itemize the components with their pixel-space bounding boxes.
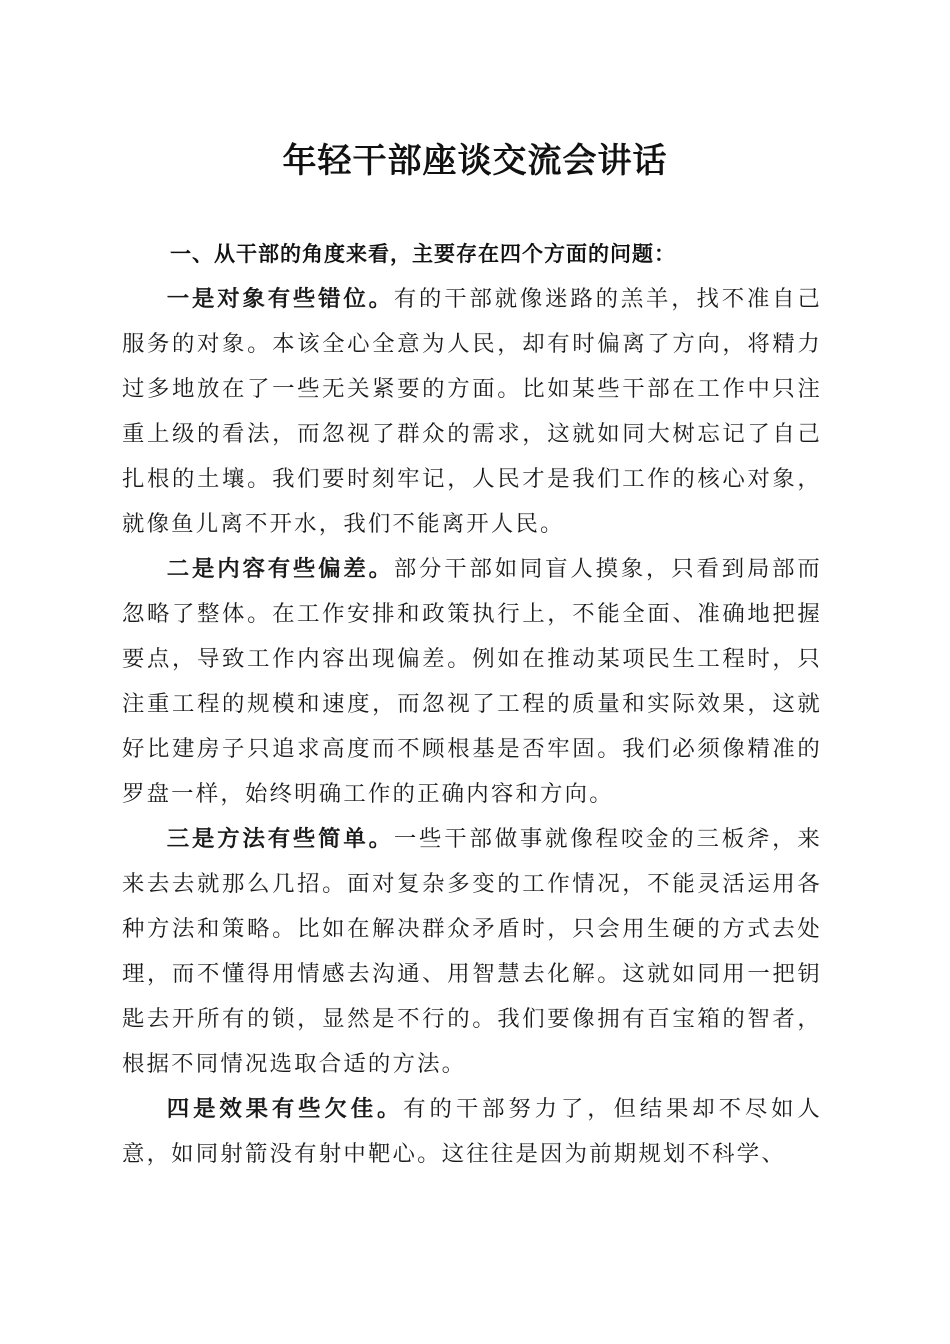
- section-heading: 一、从干部的角度来看，主要存在四个方面的问题：: [170, 242, 676, 266]
- document-title: 年轻干部座谈交流会讲话: [282, 141, 668, 181]
- paragraph-text: 一些干部做事就像程咬金的三板斧，来来去去就那么几招。面对复杂多变的工作情况，不能灵活运用各种方法和策略。比如在解决群众矛盾时，只会用生硬的方式去处理，而不懂得用情感去沟通、用智慧去化解。这就如同用一把钥匙去开所有的锁，显然是不行的。我们要像拥有百宝箱的智者，根据不同情况选取合适的方法。: [122, 826, 822, 1077]
- paragraph-text: 有的干部努力了，但结果却不尽如人意，如同射箭没有射中靶心。这往往是因为前期规划不科学、: [122, 1096, 822, 1167]
- paragraph-lead: 二是内容有些偏差。: [166, 556, 394, 582]
- paragraph: [122, 277, 822, 547]
- paragraph-text: 部分干部如同盲人摸象，只看到局部而忽略了整体。在工作安排和政策执行上，不能全面、准确地把握要点，导致工作内容出现偏差。例如在推动某项民生工程时，只注重工程的规模和速度，而忽视了工程的质量和实际效果，这就好比建房子只追求高度而不顾根基是否牢固。我们必须像精准的罗盘一样，始终明确工作的正确内容和方向。: [122, 556, 822, 807]
- paragraph-lead: 四是效果有些欠佳。: [166, 1096, 404, 1122]
- paragraph: [122, 547, 822, 817]
- paragraph-text: 有的干部就像迷路的羔羊，找不准自己服务的对象。本该全心全意为人民，却有时偏离了方向，将精力过多地放在了一些无关紧要的方面。比如某些干部在工作中只注重上级的看法，而忽视了群众的需求，这就如同大树忘记了自己扎根的土壤。我们要时刻牢记，人民才是我们工作的核心对象，就像鱼儿离不开水，我们不能离开人民。: [122, 286, 822, 537]
- paragraph-lead: 三是方法有些简单。: [166, 826, 394, 852]
- paragraph-lead: 一是对象有些错位。: [166, 286, 394, 312]
- paragraph: [122, 817, 822, 1087]
- paragraph: [122, 1087, 822, 1177]
